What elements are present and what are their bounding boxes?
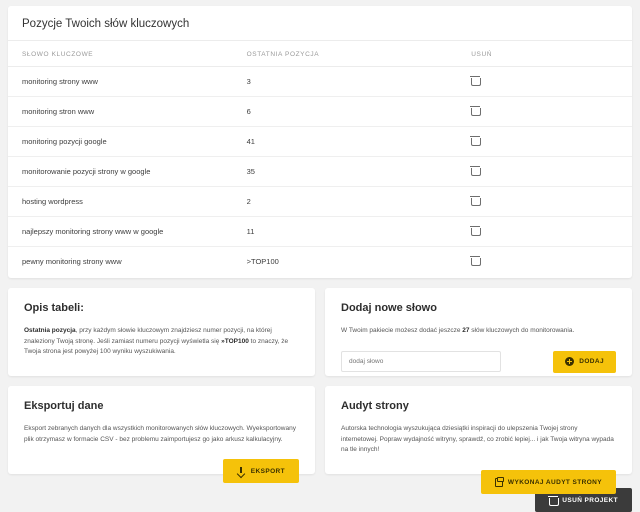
trash-icon[interactable] [471, 256, 479, 265]
panel-title-eksport: Eksportuj dane [24, 400, 104, 412]
cell-delete [457, 217, 632, 247]
trash-icon[interactable] [471, 136, 479, 145]
column-header-delete: USUŃ [457, 41, 632, 67]
cell-keyword: monitoring stron www [8, 97, 233, 127]
cell-position: >TOP100 [246, 257, 279, 266]
table-row [8, 97, 632, 127]
panels-row-1 [8, 288, 632, 486]
export-button-label: EKSPORT [250, 467, 285, 475]
panel-text-audyt: Autorska technologia wyszukująca dziesiątki inspiracji do ulepszenia Twojej strony internetowej. Popraw wydajność witryny, sprawdź, co zrobić lepiej... i jak Twoja witryna wypada na tle innych! [341, 425, 614, 454]
table-description-panel [8, 288, 315, 376]
trash-icon[interactable] [471, 196, 479, 205]
panel-title-audyt: Audyt strony [341, 400, 409, 412]
panel-title-dodaj: Dodaj nowe słowo [341, 302, 437, 314]
table-row [8, 157, 632, 187]
cell-keyword: hosting wordpress [8, 187, 233, 217]
add-keyword-button-label: DODAJ [579, 358, 604, 366]
cell-delete [457, 157, 632, 187]
panel-text-eksport: Eksport zebranych danych dla wszystkich monitorowanych słów kluczowych. Wyeksportowany plik otrzymasz w formacie CSV - bez problemu zaimportujesz go jako arkusz kalkulacyjny. [24, 425, 296, 443]
add-keyword-button[interactable] [553, 351, 616, 373]
cell-delete [457, 67, 632, 97]
cell-position: 35 [233, 157, 458, 187]
table-row [8, 127, 632, 157]
column-header-position: OSTATNIA POZYCJA [233, 41, 458, 67]
site-audit-panel [325, 386, 632, 486]
cell-delete [457, 127, 632, 157]
dodaj-text-1: W Twoim pakiecie możesz dodać jeszcze [341, 327, 463, 334]
delete-project-label: USUŃ PROJEKT [562, 496, 618, 504]
dodaj-count: 27 [462, 327, 470, 334]
download-icon [237, 467, 246, 476]
column-header-keyword: SŁOWO KLUCZOWE [8, 41, 233, 67]
table-row [8, 217, 632, 247]
clipboard-icon [495, 478, 503, 487]
cell-position: 11 [233, 217, 458, 247]
cell-position: 2 [233, 187, 458, 217]
opis-text-1: , przy każdym słowie kluczowym znajdziesz numer pozycji, na której znaleziony Twoją stronę. Jeśli zamiast numeru pozycji wyświetla się [24, 327, 272, 345]
opis-bold-1: Ostatnia pozycja [24, 327, 76, 334]
add-keyword-row [341, 351, 616, 373]
panel-title-opis: Opis tabeli: [24, 302, 84, 314]
cell-delete [457, 97, 632, 127]
add-keyword-input[interactable] [341, 351, 501, 372]
cell-position: 6 [233, 97, 458, 127]
export-button[interactable] [223, 459, 299, 483]
table-row [8, 67, 632, 97]
keywords-card [8, 6, 632, 278]
trash-icon[interactable] [471, 226, 479, 235]
plus-circle-icon [565, 357, 574, 366]
panel-text-dodaj [341, 326, 616, 337]
opis-text-2: to znaczy, że Twoja strona jest powyżej 100 wyniku wyszukiwania. [24, 337, 289, 356]
cell-position: 3 [233, 67, 458, 97]
dodaj-text-2: słów kluczowych do monitorowania. [469, 327, 575, 334]
cell-keyword: najlepszy monitoring strony www w google [8, 217, 233, 247]
opis-bold-2: »TOP100 [221, 337, 249, 345]
trash-icon[interactable] [471, 166, 479, 175]
trash-icon[interactable] [471, 76, 479, 85]
audit-button-row [341, 470, 616, 494]
run-site-audit-button-label: WYKONAJ AUDYT STRONY [507, 478, 602, 486]
left-column [8, 288, 315, 474]
cell-delete [457, 247, 632, 277]
trash-icon [549, 496, 557, 505]
add-keyword-panel [325, 288, 632, 376]
trash-icon[interactable] [471, 106, 479, 115]
keywords-card-title: Pozycje Twoich słów kluczowych [8, 6, 632, 41]
cell-keyword: pewny monitoring strony www [22, 257, 122, 266]
table-row [8, 187, 632, 217]
right-column [325, 288, 632, 486]
cell-delete [457, 187, 632, 217]
cell-keyword: monitoring pozycji google [8, 127, 233, 157]
table-header-row [8, 41, 632, 67]
cell-position: 41 [233, 127, 458, 157]
keywords-table [8, 41, 632, 276]
cell-keyword: monitorowanie pozycji strony w google [8, 157, 233, 187]
table-row [8, 247, 632, 277]
cell-keyword: monitoring strony www [8, 67, 233, 97]
export-panel [8, 386, 315, 474]
run-site-audit-button[interactable] [481, 470, 616, 494]
panel-text-opis [24, 326, 299, 358]
export-button-row [24, 459, 299, 483]
